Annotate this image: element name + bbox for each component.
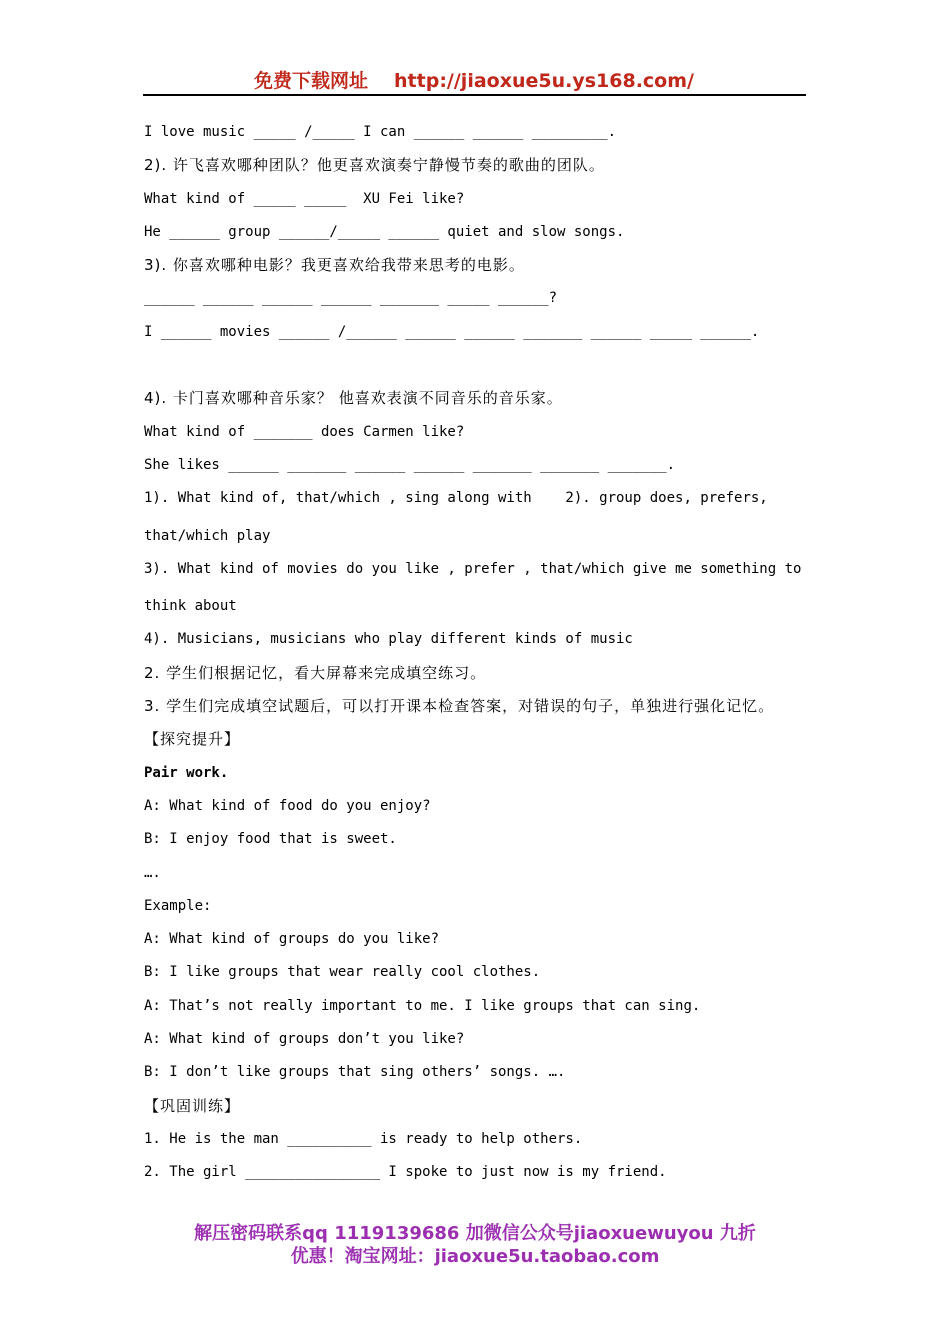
answer-line: think about [144,598,237,614]
exercise-line: 4). 卡门喜欢哪种音乐家？ 他喜欢表演不同音乐的音乐家。 [144,389,563,407]
answer-line: that/which play [144,528,271,544]
practice-item: 2. The girl ________________ I spoke to just now is my friend. [144,1164,667,1180]
section-heading-practice: 【巩固训练】 [144,1097,241,1115]
dialogue-line: B: I don’t like groups that sing others’ songs. …. [144,1064,566,1080]
exercise-line: 2). 许飞喜欢哪种团队？他更喜欢演奏宁静慢节奏的歌曲的团队。 [144,156,605,174]
pair-work-heading: Pair work. [144,765,229,781]
ellipsis-line: …. [144,865,161,881]
dialogue-line: A: What kind of groups don’t you like? [144,1031,465,1047]
dialogue-line: A: What kind of groups do you like? [144,931,440,947]
exercise-line: I love music _____ /_____ I can ______ ______ _________. [144,124,617,140]
exercise-line: He ______ group ______/_____ ______ quiet and slow songs. [144,224,625,240]
exercise-line: I ______ movies ______ /______ ______ ______ _______ ______ _____ ______. [144,324,760,340]
dialogue-line: A: That’s not really important to me. I like groups that can sing. [144,998,701,1014]
dialogue-line: A: What kind of food do you enjoy? [144,798,431,814]
instruction-line: 3. 学生们完成填空试题后，可以打开课本检查答案，对错误的句子，单独进行强化记忆。 [144,697,775,715]
answer-line: 1). What kind of, that/which , sing along with 2). group does, prefers, [144,490,768,506]
dialogue-line: B: I like groups that wear really cool clothes. [144,964,541,980]
header-url-link[interactable]: http://jiaoxue5u.ys168.com/ [394,70,694,92]
exercise-line: She likes ______ _______ ______ ______ _______ _______ _______. [144,457,676,473]
instruction-line: 2. 学生们根据记忆，看大屏幕来完成填空练习。 [144,664,487,682]
dialogue-line: B: I enjoy food that is sweet. [144,831,397,847]
answer-line: 3). What kind of movies do you like , prefer , that/which give me something to [144,561,802,577]
answer-line: 4). Musicians, musicians who play different kinds of music [144,631,633,647]
header-divider [143,94,806,96]
exercise-line: What kind of _____ _____ XU Fei like? [144,191,465,207]
practice-item: 1. He is the man __________ is ready to help others. [144,1131,583,1147]
header-banner [143,66,805,92]
exercise-line: What kind of _______ does Carmen like? [144,424,465,440]
footer-contact-line: 解压密码联系qq 1119139686 加微信公众号jiaoxuewuyou 九折 [194,1223,756,1244]
section-heading-explore: 【探究提升】 [144,730,241,748]
footer-shop-line[interactable]: 优惠！淘宝网址：jiaoxue5u.taobao.com [290,1246,660,1267]
example-label: Example: [144,898,212,914]
header-title: 免费下载网址 [254,70,369,92]
exercise-line: ______ ______ ______ ______ _______ _____ ______? [144,290,558,306]
exercise-line: 3). 你喜欢哪种电影？我更喜欢给我带来思考的电影。 [144,256,525,274]
